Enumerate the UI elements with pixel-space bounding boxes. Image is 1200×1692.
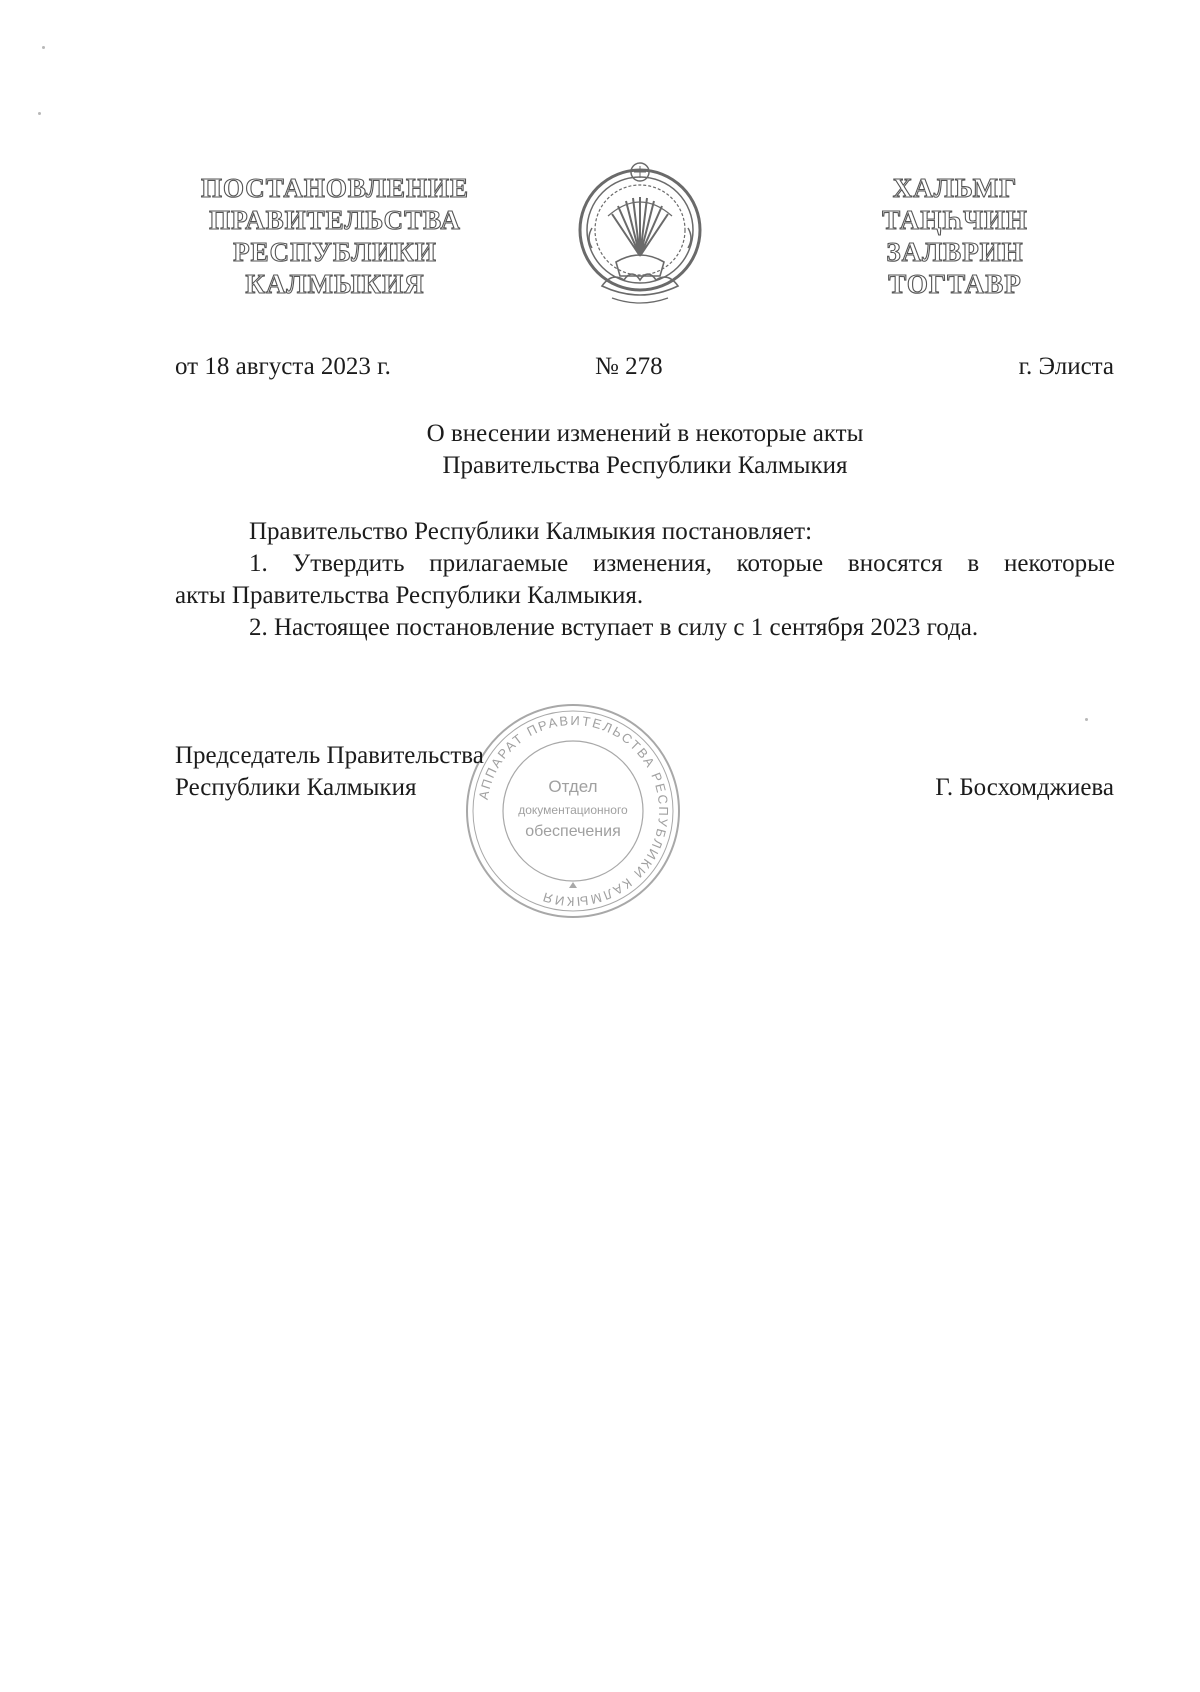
scan-speck	[1085, 718, 1088, 721]
header-left-line: ПРАВИТЕЛЬСТВА	[209, 205, 461, 235]
signature-position	[175, 740, 484, 804]
header-left-line: КАЛМЫКИЯ	[245, 269, 425, 299]
body-paragraph: Правительство Республики Калмыкия постановляет:	[249, 518, 813, 545]
document-title	[175, 418, 1115, 482]
signature-name: Г. Босхомджиева	[935, 774, 1114, 801]
document-city: г. Элиста	[1018, 353, 1114, 380]
header-left-line: ПОСТАНОВЛЕНИЕ	[200, 173, 470, 203]
document-body	[175, 516, 1115, 644]
signature-position-line: Председатель Правительства	[175, 742, 484, 769]
header-right-line: ТАҢҺЧИН	[882, 205, 1028, 235]
stamp-star-icon	[569, 882, 577, 888]
scan-speck	[38, 112, 41, 115]
title-line: О внесении изменений в некоторые акты	[426, 420, 864, 447]
title-line: Правительства Республики Калмыкия	[442, 452, 848, 479]
coat-of-arms-kalmykia-icon	[572, 158, 708, 310]
document-date: от 18 августа 2023 г.	[175, 353, 391, 380]
official-stamp	[462, 700, 684, 922]
body-paragraph: 2. Настоящее постановление вступает в силу с 1 сентября 2023 года.	[249, 614, 979, 641]
document-number: № 278	[595, 353, 663, 380]
header-right-line: ТОГТАВР	[888, 269, 1022, 299]
scan-speck	[42, 46, 45, 49]
header-left-line: РЕСПУБЛИКИ	[233, 237, 437, 267]
stamp-ring-text: АППАРАТ ПРАВИТЕЛЬСТВА РЕСПУБЛИКИ КАЛМЫКИЯ	[475, 712, 672, 910]
stamp-center-line: Отдел	[548, 777, 598, 796]
body-paragraph: акты Правительства Республики Калмыкия.	[175, 582, 644, 609]
stamp-center-line: документационного	[518, 803, 628, 817]
body-paragraph: 1. Утвердить прилагаемые изменения, которые вносятся в некоторые	[249, 550, 1115, 577]
header-right-line: ХАЛЬМГ	[892, 173, 1018, 203]
header-right-kalmyk	[860, 172, 1050, 300]
stamp-center-line: обеспечения	[525, 823, 621, 840]
signature-position-line: Республики Калмыкия	[175, 774, 417, 801]
header-right-line: ЗАЛВРИН	[886, 237, 1024, 267]
header-left-russian	[195, 172, 475, 300]
